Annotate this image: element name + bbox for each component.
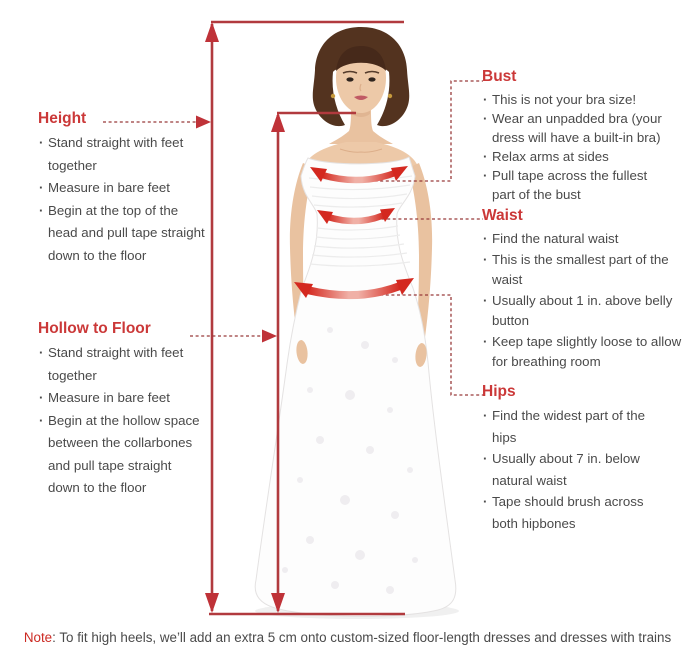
model-illustration [255,27,459,619]
footnote-label: Note [23,630,53,645]
hips-instruction: · Find the widest part of the hips [482,405,660,448]
earring-icon [388,94,392,98]
footnote-text: : To fit high heels, we’ll add an extra 5 cm onto custom-sized floor-length dresses and dresses with trains [52,630,672,645]
waist-instruction: · This is the smallest part of the waist [482,250,684,291]
bust-title: Bust [482,68,517,85]
footnote [0,630,695,645]
waist-instruction: · Find the natural waist [482,229,684,250]
eye [346,77,353,81]
height-instruction: · Stand straight with feet together [38,132,210,177]
hollow-to-floor-title: Hollow to Floor [38,320,151,337]
waist-instruction: · Usually about 1 in. above belly button [482,291,684,332]
height-section [38,108,210,267]
hips-title: Hips [482,383,516,400]
bust-instruction: · Relax arms at sides [482,147,668,166]
hollow-pointer-arrowhead [262,330,277,343]
hollow-instruction: · Begin at the hollow space between the collarbones and pull tape straight down to the floor [38,410,202,500]
hips-instruction: · Usually about 7 in. below natural waist [482,448,660,491]
bust-section [482,66,668,204]
hollow-instruction: · Stand straight with feet together [38,342,202,387]
height-title: Height [38,110,87,127]
height-instruction: · Begin at the top of the head and pull tape straight down to the floor [38,200,210,268]
hips-section [482,381,660,534]
bust-instruction: · Pull tape across the fullest part of the bust [482,166,668,204]
hips-instruction: · Tape should brush across both hipbones [482,491,660,534]
waist-title: Waist [482,207,523,224]
hollow-instruction: · Measure in bare feet [38,387,202,410]
height-instruction: · Measure in bare feet [38,177,210,200]
bust-instruction: · Wear an unpadded bra (your dress will have a built-in bra) [482,109,668,147]
waist-instruction: · Keep tape slightly loose to allow for breathing room [482,332,684,373]
hollow-to-floor-section [38,318,202,500]
bust-instruction: · This is not your bra size! [482,90,668,109]
earring-icon [331,94,335,98]
waist-section [482,205,684,373]
eye [368,77,375,81]
